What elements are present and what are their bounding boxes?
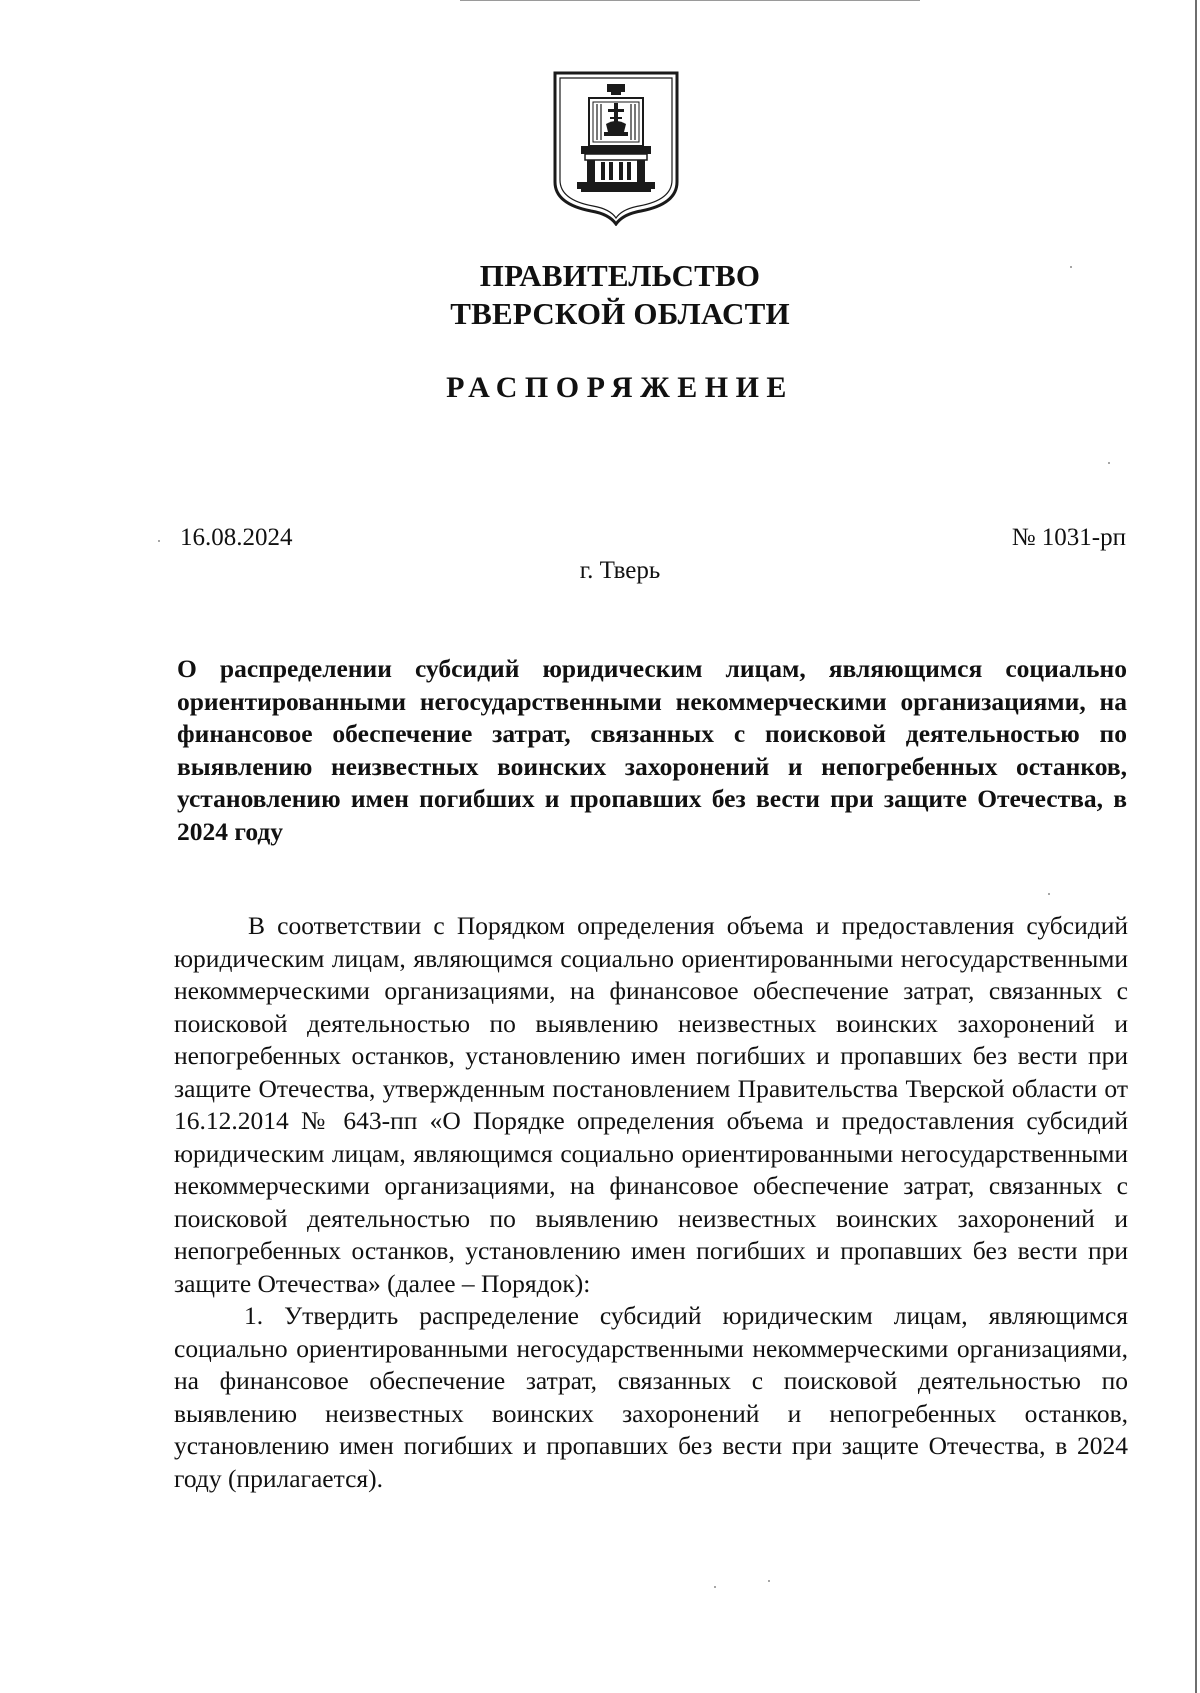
document-city: г. Тверь <box>579 557 661 584</box>
organization-name-line-2: ТВЕРСКОЙ ОБЛАСТИ <box>450 296 790 331</box>
document-type-heading: РАСПОРЯЖЕНИЕ <box>446 371 794 404</box>
scan-speck <box>1048 893 1050 895</box>
scan-speck <box>1070 266 1072 268</box>
organization-name-line-1: ПРАВИТЕЛЬСТВО <box>479 258 761 293</box>
coat-of-arms-icon <box>551 70 681 226</box>
scan-right-edge <box>1195 0 1197 1693</box>
document-date: 16.08.2024 <box>180 524 293 551</box>
scan-speck <box>714 1586 716 1588</box>
preamble-paragraph: В соответствии с Порядком определения объема и предоставления субсидий юридическим лицам, являющимся социально ориентированными негосударственными некоммерческими организациями, на финансовое обеспечение затрат, связанных с поисковой деятельностью по выявлению неизвестных воинских захоронений и непогребенных останков, установлению имен погибших и пропавших без вести при защите Отечества, утвержденным постановлением Правительства Тверской области от 16.12.2014 № 643-пп «О Порядке определения объема и предоставления субсидий юридическим лицам, являющимся социально ориентированными негосударственными некоммерческими организациями, на финансовое обеспечение затрат, связанных с поисковой деятельностью по выявлению неизвестных воинских захоронений и непогребенных останков, установлению имен погибших и пропавших без вести при защите Отечества» (далее – Порядок): <box>174 911 1128 1298</box>
scan-speck <box>768 1580 770 1582</box>
scan-top-edge <box>460 0 920 1</box>
document-title: О распределении субсидий юридическим лицам, являющимся социально ориентированными негосударственными некоммерческими организациями, на финансовое обеспечение затрат, связанных с поисковой деятельностью по выявлению неизвестных воинских захоронений и непогребенных останков, установлению имен погибших и пропавших без вести при защите Отечества, в 2024 году <box>177 654 1127 846</box>
document-body <box>174 910 1128 1495</box>
document-number: № 1031-рп <box>1011 524 1126 551</box>
scan-speck <box>158 540 160 542</box>
scan-speck <box>1108 462 1110 464</box>
clause-1-paragraph: 1. Утвердить распределение субсидий юридическим лицам, являющимся социально ориентированными негосударственными некоммерческими организациями, на финансовое обеспечение затрат, связанных с поисковой деятельностью по выявлению неизвестных воинских захоронений и непогребенных останков, установлению имен погибших и пропавших без вести при защите Отечества, в 2024 году (прилагается). <box>174 1301 1128 1493</box>
